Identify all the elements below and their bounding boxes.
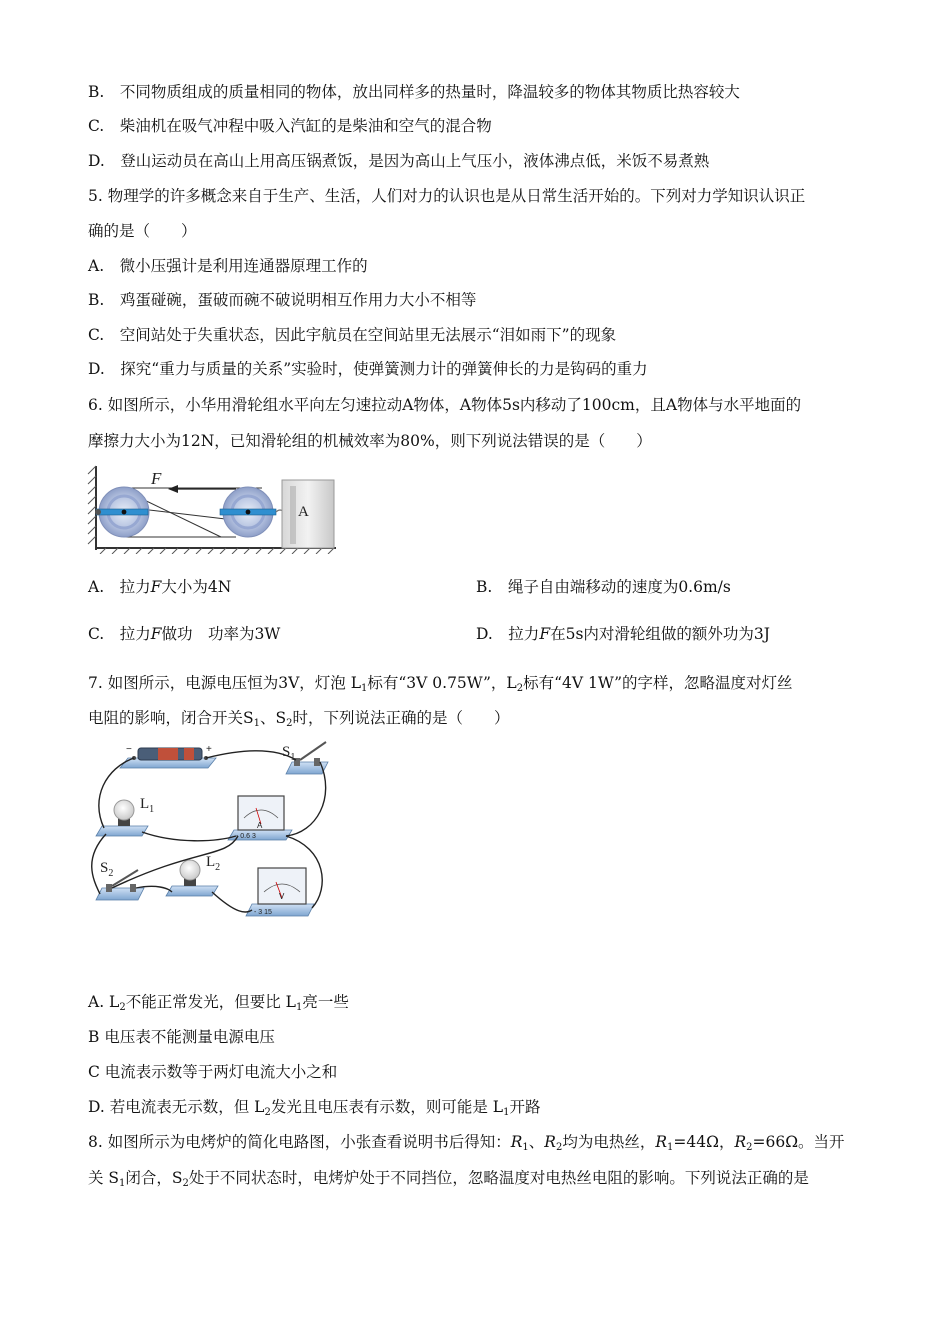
- q4-option-d: D. 登山运动员在高山上用高压锅煮饭，是因为高山上气压小，液体沸点低，米饭不易煮熟: [88, 152, 710, 170]
- q7-stem-line2: 电阻的影响，闭合开关$S_1$、$S_2$时，下列说法正确的是（ ）: [88, 709, 510, 729]
- l2-label: $L_2$: [206, 854, 221, 873]
- q6-option-b: B. 绳子自由端移动的速度为0.6m/s: [476, 578, 731, 596]
- q5-option-b: B. 鸡蛋碰碗，蛋破而碗不破说明相互作用力大小不相等: [88, 291, 477, 309]
- battery-box: [120, 748, 216, 768]
- q5-stem-line2: 确的是（ ）: [88, 222, 197, 240]
- force-label: F: [151, 469, 162, 488]
- q7-stem-line1: 7. 如图所示，电源电压恒为3V，灯泡 $L_1$标有“3V 0.75W”，$L_2$标有“4V 1W”的字样，忽略温度对灯丝: [88, 674, 793, 694]
- ammeter-terminals: - 0.6 3: [236, 833, 256, 840]
- voltmeter-label: V: [279, 892, 285, 901]
- q7-option-d: D. 若电流表无示数，但 $L_2$发光且电压表有示数，则可能是 $L_1$开路: [88, 1098, 541, 1118]
- l1-label: $L_1$: [140, 796, 155, 815]
- force-arrowhead: [168, 485, 178, 493]
- s2-label: $S_2$: [100, 860, 114, 879]
- q6-option-d: D. 拉力F在5s内对滑轮组做的额外功为3J: [476, 625, 770, 643]
- q4-option-b: B. 不同物质组成的质量相同的物体，放出同样多的热量时，降温较多的物体其物质比热容较大: [88, 83, 740, 101]
- q4-option-c: C. 柴油机在吸气冲程中吸入汽缸的是柴油和空气的混合物: [88, 117, 492, 135]
- q5-option-c: C. 空间站处于失重状态，因此宇航员在空间站里无法展示“泪如雨下”的现象: [88, 326, 617, 344]
- q6-option-a: A. 拉力F大小为4N: [88, 578, 232, 596]
- voltmeter-terminals: - 3 15: [254, 909, 272, 916]
- q7-option-b: B 电压表不能测量电源电压: [88, 1028, 275, 1046]
- block-a-label: A: [298, 504, 309, 520]
- q8-stem-line1: 8. 如图所示为电烤炉的简化电路图，小张查看说明书后得知：$R_1$、$R_2$均为电热丝，$R_1=44\Omega$，$R_2=66\Omega$。当开: [88, 1133, 845, 1153]
- battery-minus: −: [126, 744, 132, 755]
- q5-stem-line1: 5. 物理学的许多概念来自于生产、生活，人们对力的认识也是从日常生活开始的。下列对力学知识认识正: [88, 187, 806, 205]
- circuit-figure: [86, 738, 336, 924]
- q8-stem-line2: 关 $S_1$闭合，$S_2$处于不同状态时，电烤炉处于不同挡位，忽略温度对电热丝电阻的影响。下列说法正确的是: [88, 1169, 809, 1189]
- q6-stem-line2: 摩擦力大小为12N，已知滑轮组的机械效率为80%，则下列说法错误的是（ ）: [88, 432, 652, 450]
- pulley-system-figure: [86, 462, 338, 554]
- s1-label: $S_1$: [282, 744, 296, 763]
- q6-option-c: C. 拉力F做功 功率为3W: [88, 625, 281, 643]
- q7-option-c: C 电流表示数等于两灯电流大小之和: [88, 1063, 338, 1081]
- q5-option-a: A. 微小压强计是利用连通器原理工作的: [88, 257, 368, 275]
- battery-plus: +: [206, 744, 212, 755]
- ammeter-label: A: [257, 821, 263, 830]
- q6-stem-line1: 6. 如图所示，小华用滑轮组水平向左匀速拉动A物体，A物体5s内移动了100cm，且A物体与水平地面的: [88, 396, 802, 414]
- wall-hatch: [88, 466, 96, 544]
- q5-option-d: D. 探究“重力与质量的关系”实验时，使弹簧测力计的弹簧伸长的力是钩码的重力: [88, 360, 648, 378]
- q7-option-a: A. $L_2$不能正常发光，但要比 $L_1$亮一些: [88, 993, 349, 1013]
